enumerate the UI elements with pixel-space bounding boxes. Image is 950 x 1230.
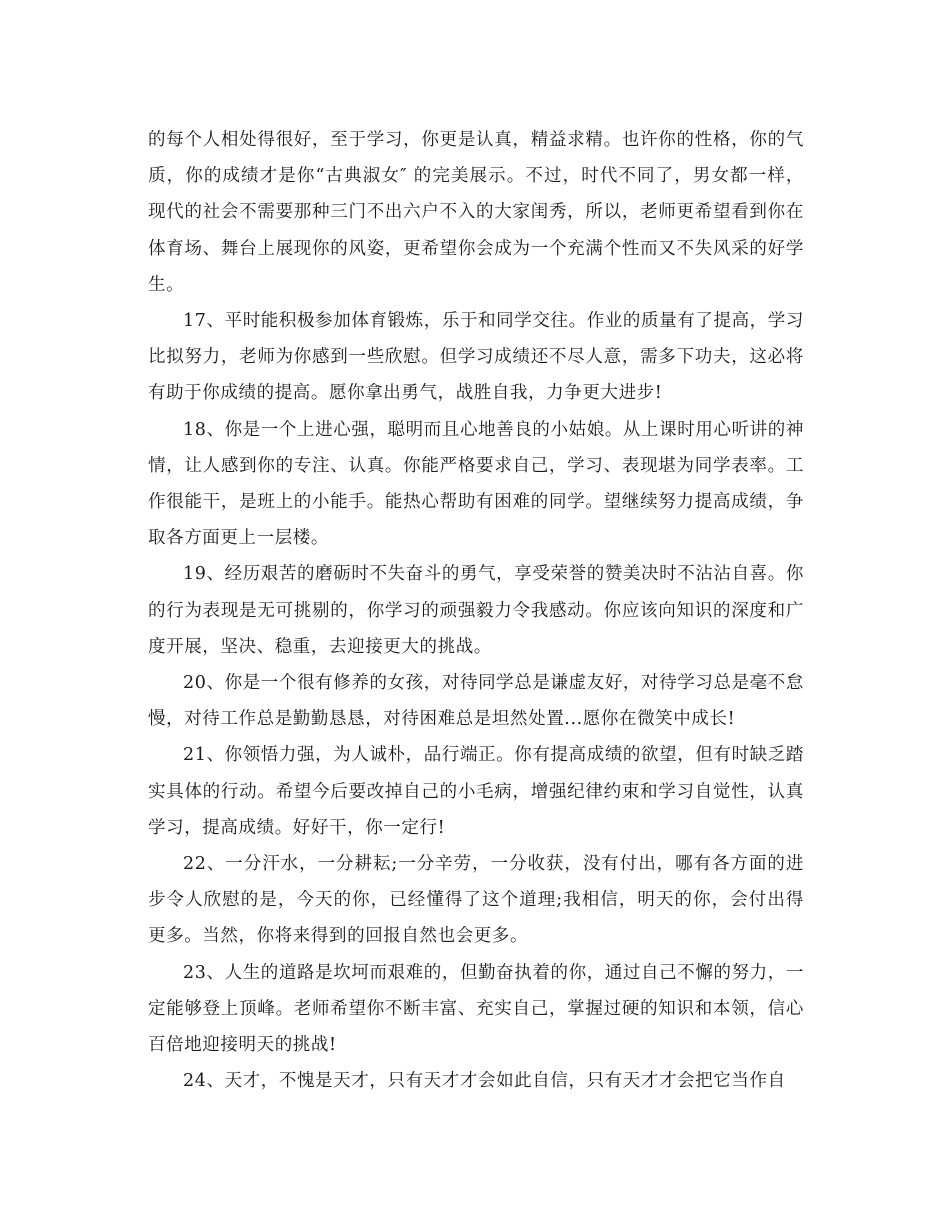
paragraph-21: 21、你领悟力强，为人诚朴，品行端正。你有提高成绩的欲望，但有时缺乏踏实具体的行动。希望今后要改掉自己的小毛病，增强纪律约束和学习自觉性，认真学习，提高成绩。好好干，你一定行! <box>148 745 804 838</box>
paragraph-18: 18、你是一个上进心强，聪明而且心地善良的小姑娘。从上课时用心听讲的神情，让人感到你的专注、认真。你能严格要求自己，学习、表现堪为同学表率。工作很能干，是班上的小能手。能热心帮助有困难的同学。望继续努力提高成绩，争取各方面更上一层楼。 <box>148 419 804 549</box>
document-body <box>148 122 804 1099</box>
paragraph-17: 17、平时能积极参加体育锻炼，乐于和同学交往。作业的质量有了提高，学习比拟努力，老师为你感到一些欣慰。但学习成绩还不尽人意，需多下功夫，这必将有助于你成绩的提高。愿你拿出勇气，战胜自我，力争更大进步! <box>148 311 804 404</box>
paragraph-24: 24、天才，不愧是天才，只有天才才会如此自信，只有天才才会把它当作自 <box>183 1071 786 1092</box>
paragraph-continuation: 的每个人相处得很好，至于学习，你更是认真，精益求精。也许你的性格，你的气质，你的成绩才是你“古典淑女″ 的完美展示。不过，时代不同了，男女都一样，现代的社会不需要那种三门不出六户不入的大家闺秀，所以，老师更希望看到你在体育场、舞台上展现你的风姿，更希望你会成为一个充满个性而又不失风采的好学生。 <box>148 130 804 295</box>
paragraph-19: 19、经历艰苦的磨砺时不失奋斗的勇气，享受荣誉的赞美决时不沾沾自喜。你的行为表现是无可挑剔的，你学习的顽强毅力令我感动。你应该向知识的深度和广度开展，坚决、稳重，去迎接更大的挑战。 <box>148 564 804 657</box>
paragraph-20: 20、你是一个很有修养的女孩，对待同学总是谦虚友好，对待学习总是毫不怠慢，对待工作总是勤勤恳恳，对待困难总是坦然处置...愿你在微笑中成长! <box>148 673 804 730</box>
paragraph-23: 23、人生的道路是坎坷而艰难的，但勤奋执着的你，通过自己不懈的努力，一定能够登上顶峰。老师希望你不断丰富、充实自己，掌握过硬的知识和本领，信心百倍地迎接明天的挑战! <box>148 962 804 1056</box>
paragraph-22: 22、一分汗水，一分耕耘;一分辛劳，一分收获，没有付出，哪有各方面的进步令人欣慰的是，今天的你，已经懂得了这个道理;我相信，明天的你，会付出得更多。当然，你将来得到的回报自然也会更多。 <box>148 854 804 947</box>
